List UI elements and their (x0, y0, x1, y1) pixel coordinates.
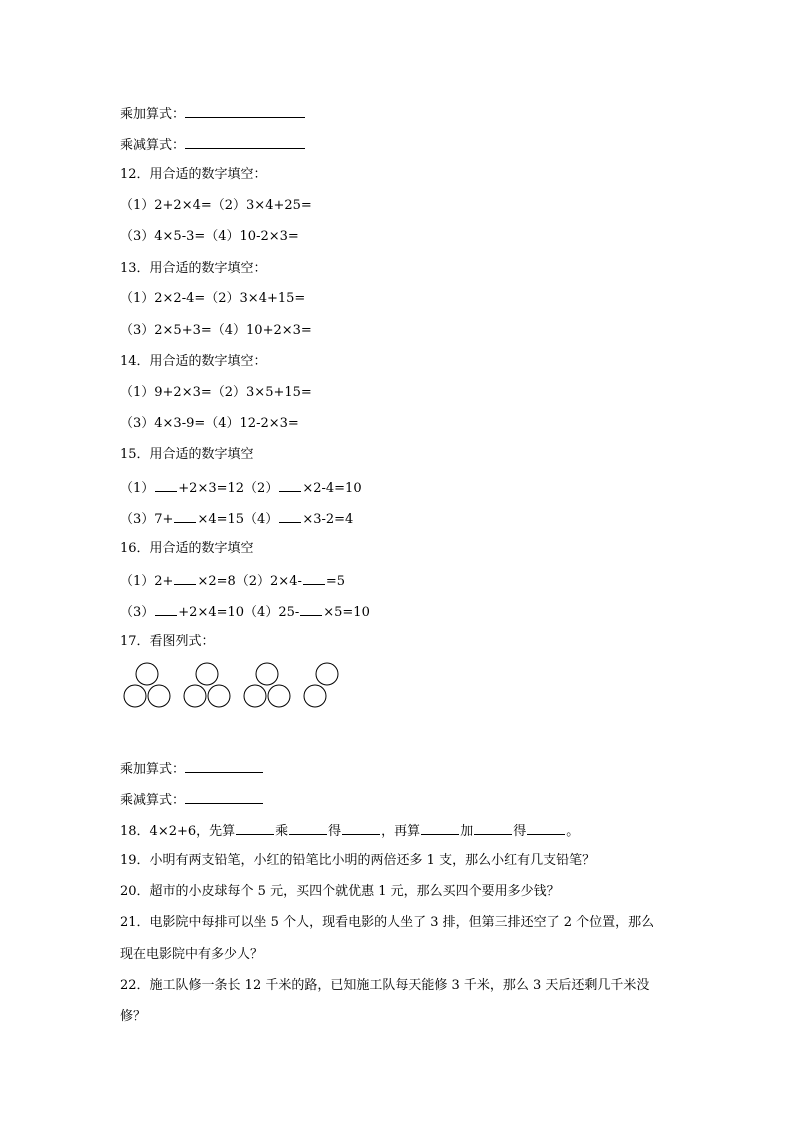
q18-part-7: 。 (566, 824, 580, 839)
q21-line2: 现在电影院中有多少人？ (120, 947, 264, 962)
q12-row1: （1）2+2×4=（2）3×4+25= (120, 198, 312, 213)
q14-title: 14．用合适的数字填空： (120, 354, 267, 369)
q16-r1-part-a: （1）2+ (120, 574, 174, 589)
q18-part-3: 得 (328, 824, 342, 839)
q12-row2: （3）4×5-3=（4）10-2×3= (120, 229, 299, 244)
q18-blank-4[interactable] (421, 821, 459, 835)
q19-text: 19．小明有两支铅笔，小红的铅笔比小明的两倍还多 1 支，那么小红有几支铅笔？ (120, 853, 596, 868)
q11-mul-sub-label: 乘减算式： (120, 138, 186, 153)
q16-title: 16．用合适的数字填空 (120, 541, 254, 556)
q16-r1-part-b: ×2=8（2）2×4- (197, 574, 302, 589)
q22-line1: 22．施工队修一条长 12 千米的路，已知施工队每天能修 3 千米，那么 3 天后还剩几千米没 (120, 978, 650, 993)
q15-r1-part-c: ×2-4=10 (302, 481, 362, 496)
circle-group-3 (244, 663, 290, 707)
q15-r1-part-b: +2×3=12（2） (178, 481, 279, 496)
q18-blank-2[interactable] (289, 821, 327, 835)
circle-bottom-right (148, 685, 170, 707)
q16-row2 (120, 602, 370, 622)
q15-r2-part-a: （3）7+ (120, 512, 174, 527)
q15-blank-4[interactable] (279, 509, 301, 523)
q16-r2-part-c: ×5=10 (323, 605, 370, 620)
q15-r2-part-b: ×4=15（4） (197, 512, 279, 527)
q22-line2: 修？ (120, 1009, 147, 1024)
q18-part-6: 得 (513, 824, 527, 839)
q17-mul-sub-label: 乘减算式： (120, 793, 186, 808)
q18-part-4: ，再算 (381, 824, 421, 839)
q18-part-2: 乘 (275, 824, 289, 839)
q16-blank-3[interactable] (155, 602, 177, 616)
circle-bottom-right (268, 685, 290, 707)
q17-mul-add-blank[interactable] (185, 759, 263, 773)
q18-blank-1[interactable] (236, 821, 274, 835)
q15-row2 (120, 509, 353, 529)
circle-bottom-left (184, 685, 206, 707)
circle-bottom-right (208, 685, 230, 707)
q13-title: 13．用合适的数字填空： (120, 261, 267, 276)
circle-bottom-left (124, 685, 146, 707)
q18-blank-6[interactable] (527, 821, 565, 835)
q15-blank-1[interactable] (155, 478, 177, 492)
q11-mul-sub-line (120, 135, 305, 155)
circle-group-1 (124, 663, 170, 707)
q14-row2: （3）4×3-9=（4）12-2×3= (120, 416, 299, 431)
q17-mul-add-line (120, 759, 263, 779)
circle-bottom-left (244, 685, 266, 707)
q17-title: 17．看图列式： (120, 634, 215, 649)
q18-part-5: 加 (460, 824, 474, 839)
q14-row1: （1）9+2×3=（2）3×5+15= (120, 385, 312, 400)
q18-blank-5[interactable] (474, 821, 512, 835)
circle-bottom (304, 685, 326, 707)
circle-top (196, 663, 218, 685)
q15-r1-part-a: （1） (120, 481, 155, 496)
q11-mul-sub-blank[interactable] (185, 135, 305, 149)
q16-r2-part-a: （3） (120, 605, 155, 620)
q15-blank-3[interactable] (174, 509, 196, 523)
q21-line1: 21．电影院中每排可以坐 5 个人，现看电影的人坐了 3 排，但第三排还空了 2 个位置，那么 (120, 915, 655, 930)
q15-row1 (120, 478, 362, 498)
circle-group-4 (304, 663, 338, 707)
q20-text: 20．超市的小皮球每个 5 元，买四个就优惠 1 元，那么买四个要用多少钱？ (120, 884, 560, 899)
q16-r1-part-c: =5 (325, 574, 346, 589)
q13-row2: （3）2×5+3=（4）10+2×3= (120, 323, 312, 338)
q15-blank-2[interactable] (279, 478, 301, 492)
q16-row1 (120, 571, 345, 591)
circle-top (316, 663, 338, 685)
q15-r2-part-c: ×3-2=4 (302, 512, 354, 527)
q11-mul-add-blank[interactable] (185, 104, 305, 118)
q13-row1: （1）2×2-4=（2）3×4+15= (120, 291, 306, 306)
q18-line (120, 821, 579, 841)
q18-part-1: 18．4×2+6，先算 (120, 824, 236, 839)
circle-top (256, 663, 278, 685)
circle-group-2 (184, 663, 230, 707)
q17-mul-add-label: 乘加算式： (120, 762, 186, 777)
q16-blank-1[interactable] (174, 571, 196, 585)
q16-blank-4[interactable] (300, 602, 322, 616)
q16-r2-part-b: +2×4=10（4）25- (178, 605, 300, 620)
q17-mul-sub-blank[interactable] (185, 790, 263, 804)
q18-blank-3[interactable] (342, 821, 380, 835)
q11-mul-add-label: 乘加算式： (120, 107, 186, 122)
q11-mul-add-line (120, 104, 305, 124)
q15-title: 15．用合适的数字填空 (120, 447, 254, 462)
q17-mul-sub-line (120, 790, 263, 810)
q17-circle-figure (120, 660, 350, 712)
q16-blank-2[interactable] (303, 571, 325, 585)
circle-top (136, 663, 158, 685)
q12-title: 12．用合适的数字填空： (120, 167, 267, 182)
